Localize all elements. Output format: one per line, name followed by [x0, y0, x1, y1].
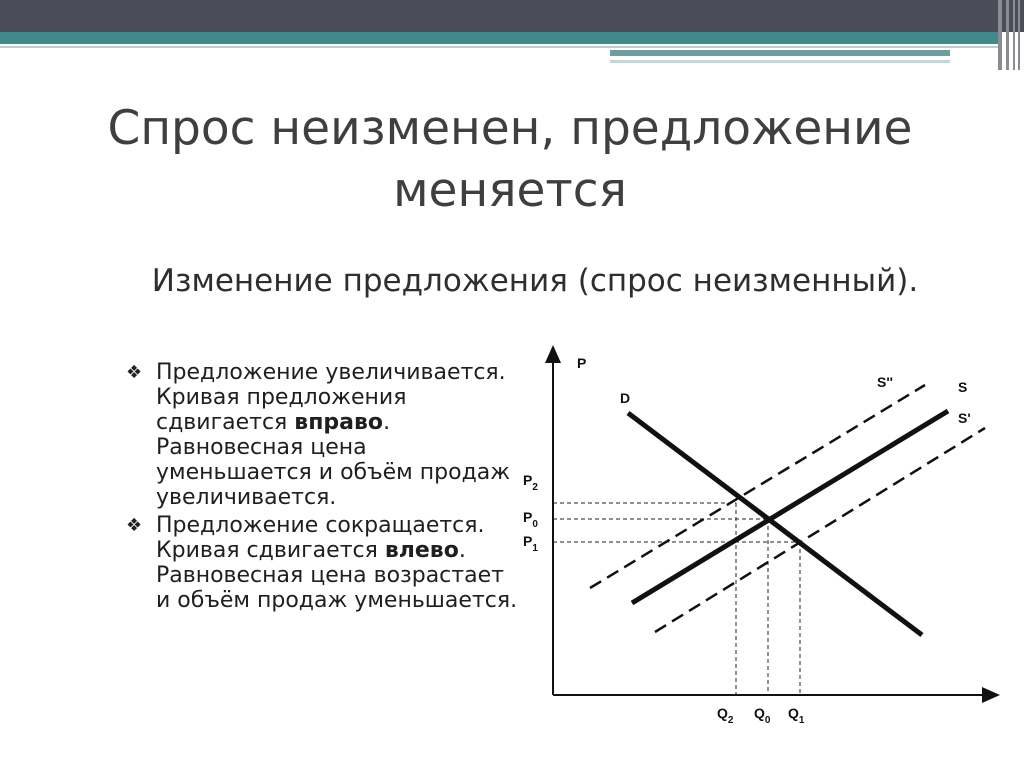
price-label-p0: $P_0$ — [523, 509, 538, 530]
side-rule — [1006, 0, 1009, 70]
price-label-p2: $P_2$ — [523, 472, 538, 493]
diamond-cluster-icon: ❖ — [126, 362, 143, 383]
slide-title: Спрос неизменен, предложение меняется — [107, 101, 913, 218]
supply-right-label: S' — [958, 410, 971, 426]
supply-curve-right — [655, 428, 985, 632]
side-rule — [998, 0, 1002, 70]
supply-curve — [632, 411, 948, 603]
header-teal-stripe — [0, 32, 1000, 44]
quantity-label-q2: $Q_2$ — [717, 705, 734, 726]
bullet-list — [122, 360, 522, 616]
bullet-emphasis: влево — [384, 538, 459, 563]
bullet-text: . Равновесная цена уменьшается и объём продаж увеличивается. — [156, 410, 511, 510]
price-label-p1: $P_1$ — [523, 533, 538, 554]
demand-curve — [628, 413, 922, 635]
side-rule — [1018, 0, 1020, 70]
bullet-item — [122, 360, 522, 510]
header-rule — [0, 46, 1000, 48]
y-axis-label: P — [577, 355, 587, 371]
supply-curve-left — [590, 385, 925, 588]
bullet-emphasis: вправо — [294, 410, 384, 435]
header-accent-rule — [610, 60, 950, 63]
bullet-text: Предложение сокращается. Кривая сдвигается — [156, 513, 485, 563]
bullet-item — [122, 513, 522, 613]
header-bar — [0, 0, 1024, 32]
figure-heading: Изменение предложения (спрос неизменный). — [151, 263, 919, 299]
header-accent-stripe — [610, 50, 950, 56]
bullet-text: Предложение увеличивается. Кривая предложения сдвигается — [156, 360, 506, 435]
supply-label: S — [958, 379, 968, 395]
side-rule — [1013, 0, 1015, 70]
demand-label: D — [620, 390, 631, 406]
quantity-label-q1: $Q_1$ — [788, 705, 805, 726]
quantity-label-q0: $Q_0$ — [754, 705, 771, 726]
diamond-cluster-icon: ❖ — [126, 515, 143, 536]
bullet-text: . Равновесная цена возрастает и объём продаж уменьшается. — [156, 538, 518, 613]
supply-demand-graph — [500, 345, 1010, 755]
supply-left-label: S'' — [877, 374, 893, 390]
